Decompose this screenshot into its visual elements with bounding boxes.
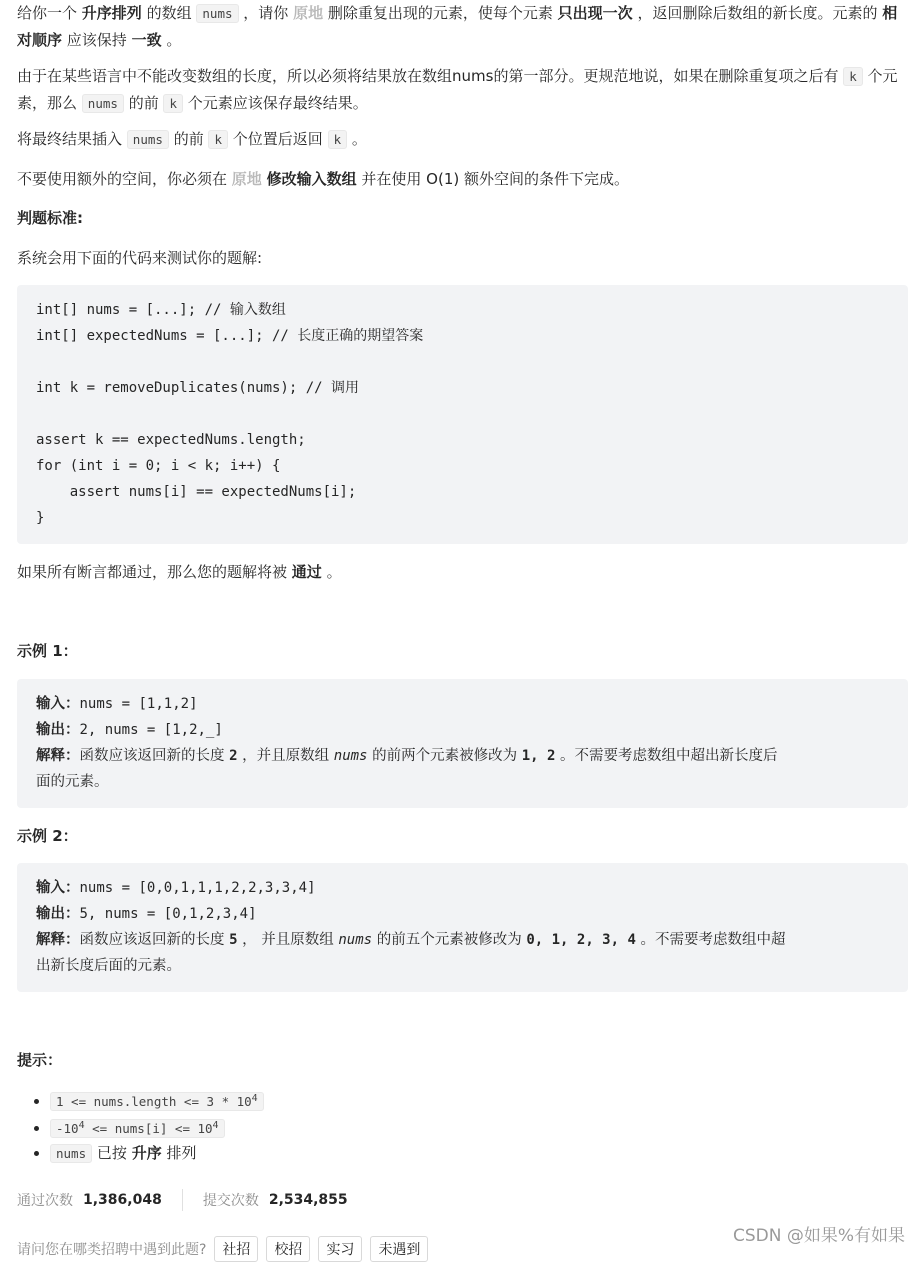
hint-item: • 1 <= nums.length <= $3 * 10^4$ xyxy=(50,1087,264,1114)
submit-count-value: 2,534,855 xyxy=(268,1192,348,1208)
code-line: int[] nums = [...]; // 输入数组 xyxy=(36,302,286,318)
example-2-input: 输入：nums = [0,0,1,1,1,2,2,3,3,4] xyxy=(36,880,316,896)
judge-pass-note: 如果所有断言都通过，那么您的题解将被 通过 。 xyxy=(17,563,342,581)
pass-count-label: 通过次数 xyxy=(17,1193,73,1209)
judge-description: 系统会用下面的代码来测试你的题解: xyxy=(17,249,263,267)
csdn-watermark: CSDN @如果%有如果 xyxy=(732,1226,905,1246)
intro-paragraph-1: 给你一个 升序排列 的数组 nums ，请你 原地 删除重复出现的元素，使每个元素 只出现一次 ，返回删除后数组的新长度。元素的 相对顺序 应该保持 一致 。 xyxy=(17,4,898,49)
hint-item: • $-10^4$ <= nums[i] <= $10^4$ xyxy=(50,1114,264,1141)
example-2-title: 示例 2： xyxy=(17,827,78,845)
survey-option-social[interactable]: 社招 xyxy=(214,1236,258,1262)
judge-title: 判题标准: xyxy=(17,209,83,227)
code-line: assert nums[i] == expectedNums[i]; xyxy=(36,484,357,500)
hint-item: • nums 已按 升序 排列 xyxy=(50,1141,264,1166)
example-1-output: 输出：2, nums = [1,2,_] xyxy=(36,722,223,738)
code-line xyxy=(36,349,889,375)
stats-divider xyxy=(182,1189,183,1211)
example-1-title: 示例 1： xyxy=(17,642,78,660)
code-line xyxy=(36,401,889,427)
pass-count-value: 1,386,048 xyxy=(83,1192,162,1208)
example-1-explanation: 解释：函数应该返回新的长度 2 ，并且原数组 nums 的前两个元素被修改为 1, 2 。不需要考虑数组中超出新长度后 面的元素。 xyxy=(36,748,778,790)
example-2-block xyxy=(17,863,908,992)
example-1-input: 输入：nums = [1,1,2] xyxy=(36,696,198,712)
survey-option-intern[interactable]: 实习 xyxy=(318,1236,362,1262)
example-1-block xyxy=(17,679,908,808)
recruit-survey xyxy=(17,1236,428,1262)
intro-paragraph-4: 不要使用额外的空间，你必须在 原地 修改输入数组 并在使用 O(1) 额外空间的条件下完成。 xyxy=(17,170,629,188)
code-line: } xyxy=(36,510,45,526)
judge-code-block xyxy=(17,285,908,544)
code-line: int[] expectedNums = [...]; // 长度正确的期望答案 xyxy=(36,328,424,344)
code-line: int k = removeDuplicates(nums); // 调用 xyxy=(36,380,360,396)
example-2-explanation: 解释：函数应该返回新的长度 5 ， 并且原数组 nums 的前五个元素被修改为 0, 1, 2, 3, 4 。不需要考虑数组中超 出新长度后面的元素。 xyxy=(36,932,786,974)
survey-option-never[interactable]: 未遇到 xyxy=(370,1236,428,1262)
code-line: assert k == expectedNums.length; xyxy=(36,432,306,448)
submission-stats xyxy=(17,1189,348,1211)
intro-paragraph-3: 将最终结果插入 nums 的前 k 个位置后返回 k 。 xyxy=(17,130,367,148)
hints-title: 提示： xyxy=(17,1051,63,1069)
submit-count-label: 提交次数 xyxy=(202,1193,259,1209)
example-2-output: 输出：5, nums = [0,1,2,3,4] xyxy=(36,906,257,922)
survey-question: 请问您在哪类招聘中遇到此题? xyxy=(17,1242,207,1258)
hints-list xyxy=(17,1087,264,1166)
intro-paragraph-2: 由于在某些语言中不能改变数组的长度，所以必须将结果放在数组nums的第一部分。更规范地说，如果在删除重复项之后有 k 个元素，那么 nums 的前 k 个元素应该保存最终结果。 xyxy=(17,67,898,112)
code-line: for (int i = 0; i < k; i++) { xyxy=(36,458,281,474)
survey-option-campus[interactable]: 校招 xyxy=(266,1236,310,1262)
